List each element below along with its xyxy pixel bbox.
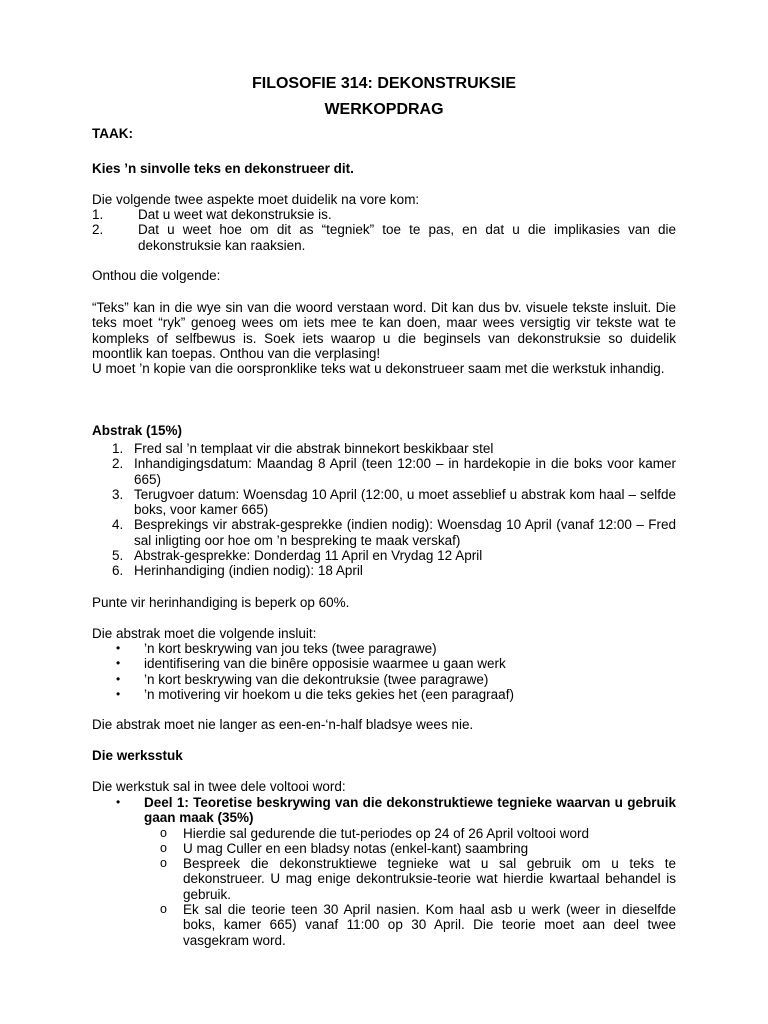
aspect-item — [92, 207, 676, 222]
aspect-item — [92, 222, 676, 253]
part1-item — [92, 856, 676, 902]
include-text: identifisering van die binêre opposisie waarmee u gaan werk — [144, 656, 506, 672]
taak-instruction: Kies ’n sinvolle teks en dekonstrueer dit. — [92, 161, 354, 176]
bullet-icon: • — [116, 671, 121, 686]
werkstuk-parts-list — [92, 795, 676, 948]
part1-item — [92, 902, 676, 948]
step-text: Inhandigingsdatum: Maandag 8 April (teen 12:00 – in hardekopie in die boks voor kamer 665) — [134, 456, 676, 487]
abstrak-step — [92, 517, 676, 548]
remember-text-2: U moet ’n kopie van die oorspronklike teks wat u dekonstrueer saam met die werkstuk inhandig. — [92, 361, 665, 377]
step-number: 5. — [112, 548, 124, 564]
part1-item — [92, 826, 676, 841]
abstrak-heading: Abstrak (15%) — [92, 423, 183, 438]
abstrak-step — [92, 563, 676, 578]
bullet-icon: • — [116, 686, 121, 701]
include-list — [92, 641, 676, 702]
aspect-number: 1. — [92, 207, 104, 222]
werkstuk-intro: Die werkstuk sal in twee dele voltooi word: — [92, 779, 346, 794]
abstrak-steps-list — [92, 441, 676, 579]
abstrak-step — [92, 487, 676, 518]
aspect-text: Dat u weet wat dekonstruksie is. — [138, 207, 332, 222]
include-text: ’n kort beskrywing van die dekontruksie (twee paragrawe) — [144, 671, 489, 687]
aspects-list — [92, 207, 676, 253]
resubmission-cap-note: Punte vir herinhandiging is beperk op 60%. — [92, 595, 350, 610]
step-text: Terugvoer datum: Woensdag 10 April (12:00, u moet asseblief u abstrak kom haal – selfde boks, voor kamer 665) — [134, 486, 676, 518]
aspect-number: 2. — [92, 222, 104, 238]
include-item — [92, 656, 676, 671]
part1-item — [92, 841, 676, 856]
step-text: Besprekings vir abstrak-gesprekke (indien nodig): Woensdag 10 April (vanaf 12:00 – Fred sal inligting oor hoe om ’n bespreking te maak verskaf) — [134, 517, 676, 548]
step-number: 4. — [112, 517, 124, 533]
step-text: Herinhandiging (indien nodig): 18 April — [134, 563, 363, 579]
document-title: FILOSOFIE 314: DEKONSTRUKSIE — [251, 75, 517, 92]
sub-bullet-icon: o — [160, 902, 167, 917]
document-subtitle: WERKOPDRAG — [324, 101, 444, 118]
taak-label: TAAK: — [92, 126, 133, 141]
include-item — [92, 672, 676, 687]
aspect-text: Dat u weet hoe om dit as “tegniek” toe te pas, en dat u die implikasies van die dekonstruksie kan raaksien. — [138, 222, 676, 253]
include-item — [92, 687, 676, 702]
bullet-icon: • — [116, 656, 121, 671]
step-text: Fred sal ’n templaat vir die abstrak binnekort beskikbaar stel — [134, 441, 494, 456]
include-intro: Die abstrak moet die volgende insluit: — [92, 626, 317, 641]
werkstuk-heading: Die werksstuk — [92, 748, 183, 763]
bullet-icon: • — [116, 641, 121, 655]
werkstuk-part — [92, 795, 676, 826]
step-number: 6. — [112, 563, 124, 579]
part1-item-text: Ek sal die teorie teen 30 April nasien. Kom haal asb u werk (weer in dieselfde boks, kamer 665) vanaf 11:00 op 30 April. Die teorie moet aan deel twee vasgekram word. — [183, 902, 676, 948]
step-number: 3. — [112, 486, 124, 502]
sub-bullet-icon: o — [160, 825, 167, 840]
step-number: 1. — [112, 441, 124, 456]
include-text: ’n motivering vir hoekom u die teks gekies het (een paragraaf) — [144, 686, 514, 702]
abstrak-step — [92, 456, 676, 487]
abstrak-step — [92, 441, 676, 456]
remember-label: Onthou die volgende: — [92, 268, 221, 283]
abstrak-step — [92, 548, 676, 563]
aspects-intro: Die volgende twee aspekte moet duidelik na vore kom: — [92, 192, 420, 207]
sub-bullet-icon: o — [160, 840, 167, 855]
remember-text-1: “Teks” kan in die wye sin van die woord verstaan word. Dit kan dus bv. visuele tekste insluit. Die teks moet “ryk” genoeg wees om iets mee te kan doen, maar wees versigtig vir tekste wat te kompleks of selfbewus is. Soek iets waarop u die beginsels van dekonstruksie so duidelik moontlik kan toepas. Onthou van die verplasing! — [92, 300, 676, 361]
bullet-icon: • — [116, 795, 121, 809]
step-number: 2. — [112, 456, 124, 472]
part1-item-text: Bespreek die dekonstruktiewe tegnieke wat u sal gebruik om u teks te dekonstrueer. U mag enige dekontruksie-teorie wat hierdie kwartaal behandel is gebruik. — [183, 856, 676, 902]
include-text: ’n kort beskrywing van jou teks (twee paragrawe) — [144, 641, 437, 656]
abstrak-length-note: Die abstrak moet nie langer as een-en-‘n-half bladsye wees nie. — [92, 717, 474, 732]
part1-item-text: U mag Culler en een bladsy notas (enkel-kant) saambring — [183, 840, 529, 856]
remember-paragraph — [92, 300, 676, 376]
part1-title: Deel 1: Teoretise beskrywing van die dekonstruktiewe tegnieke waarvan u gebruik gaan maak (35%) — [144, 795, 676, 826]
step-text: Abstrak-gesprekke: Donderdag 11 April en Vrydag 12 April — [134, 548, 483, 564]
sub-bullet-icon: o — [160, 856, 167, 871]
part1-item-text: Hierdie sal gedurende die tut-periodes op 24 of 26 April voltooi word — [183, 825, 590, 841]
include-item — [92, 641, 676, 656]
